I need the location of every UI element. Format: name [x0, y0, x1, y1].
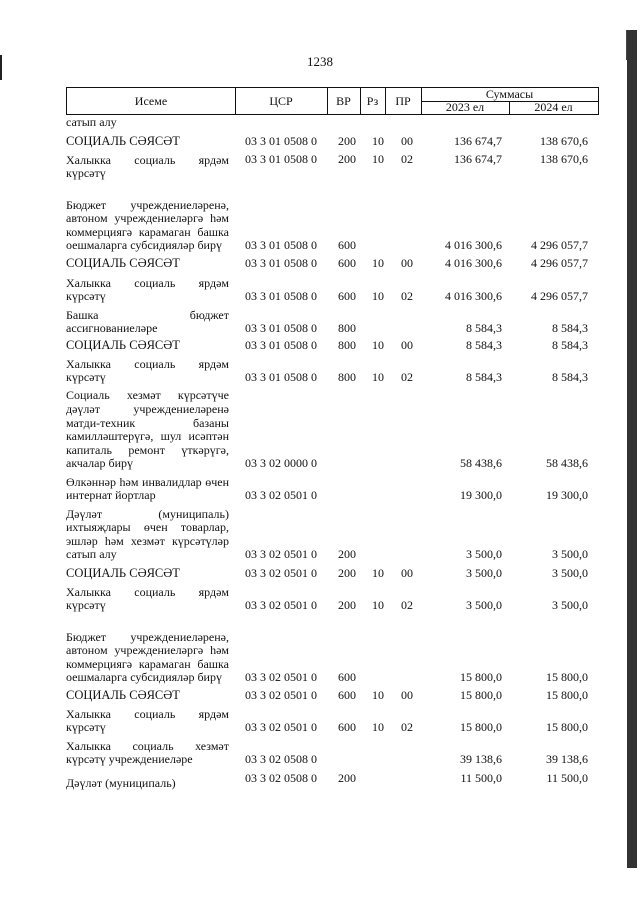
- row-name: Халыкка социаль хезмәт күрсәтү учреждениеләре: [66, 738, 229, 767]
- table-row: [0, 475, 640, 503]
- row-2023-sum: 8 584,3: [466, 338, 502, 353]
- row-name: Халыкка социаль ярдәм күрсәтү: [66, 356, 229, 385]
- row-pr: 02: [401, 289, 413, 304]
- row-rz: 10: [372, 566, 384, 581]
- row-name: Дәүләт (муниципаль): [66, 776, 176, 790]
- row-2023-sum: 3 500,0: [466, 598, 502, 613]
- row-pr: 02: [401, 152, 413, 167]
- row-2023-sum: 39 138,6: [460, 752, 502, 767]
- row-2024-sum: 15 800,0: [546, 688, 588, 703]
- row-vr: 600: [338, 670, 356, 685]
- row-2024-sum: 19 300,0: [546, 488, 588, 503]
- row-name: Дәүләт (муниципаль) ихтыяҗлары өчен товарлар, эшләр һәм хезмәт күрсәтүләр сатып алу: [66, 506, 229, 562]
- header-sums-label: Суммасы: [421, 88, 598, 102]
- row-rz: 10: [372, 256, 384, 271]
- row-2023-sum: 4 016 300,6: [445, 289, 502, 304]
- row-2024-sum: 58 438,6: [546, 456, 588, 471]
- row-vr: 600: [338, 256, 356, 271]
- table-row: [0, 617, 640, 685]
- row-pr: 00: [401, 134, 413, 149]
- row-name: Социаль хезмәт күрсәтүче дәүләт учреждениеләренә матди-техник базаны камилләштерүгә, шул исәптән капиталь ремонт үткәрүгә, акчалар бирү: [66, 388, 229, 471]
- row-csr: 03 3 01 0508 0: [245, 289, 317, 304]
- row-csr: 03 3 01 0508 0: [245, 256, 317, 271]
- row-name: Халыкка социаль ярдәм күрсәтү: [66, 275, 229, 304]
- row-2023-sum: 15 800,0: [460, 720, 502, 735]
- row-rz: 10: [372, 720, 384, 735]
- row-2024-sum: 11 500,0: [546, 771, 588, 786]
- row-2024-sum: 3 500,0: [552, 547, 588, 562]
- row-2024-sum: 8 584,3: [552, 370, 588, 385]
- header-pr-label: ПР: [395, 94, 411, 108]
- row-vr: 600: [338, 289, 356, 304]
- row-csr: 03 3 02 0501 0: [245, 488, 317, 503]
- table-row: [0, 308, 640, 336]
- header-year2-label: 2024 ел: [534, 100, 573, 114]
- row-rz: 10: [372, 370, 384, 385]
- row-rz: 10: [372, 338, 384, 353]
- header-year1-label: 2023 ел: [421, 101, 510, 114]
- table-row: [0, 739, 640, 767]
- row-2023-sum: 136 674,7: [454, 152, 502, 167]
- row-pr: 02: [401, 370, 413, 385]
- row-csr: 03 3 02 0501 0: [245, 547, 317, 562]
- row-vr: 800: [338, 338, 356, 353]
- row-vr: 200: [338, 598, 356, 613]
- row-vr: 600: [338, 238, 356, 253]
- row-pr: 00: [401, 256, 413, 271]
- row-vr: 600: [338, 720, 356, 735]
- row-vr: 800: [338, 321, 356, 336]
- row-2024-sum: 138 670,6: [540, 152, 588, 167]
- row-2023-sum: 136 674,7: [454, 134, 502, 149]
- row-name: СОЦИАЛЬ СӘЯСӘТ: [66, 566, 180, 581]
- row-2024-sum: 8 584,3: [552, 338, 588, 353]
- table-row: [0, 507, 640, 562]
- row-pr: 02: [401, 598, 413, 613]
- row-2024-sum: 15 800,0: [546, 670, 588, 685]
- row-2024-sum: 4 296 057,7: [531, 289, 588, 304]
- row-vr: 600: [338, 688, 356, 703]
- row-csr: 03 3 02 0501 0: [245, 670, 317, 685]
- row-2024-sum: 39 138,6: [546, 752, 588, 767]
- header-name-label: Исеме: [134, 94, 168, 108]
- row-2023-sum: 3 500,0: [466, 547, 502, 562]
- table-row: [0, 185, 640, 253]
- table-row: [0, 276, 640, 304]
- row-2024-sum: 4 296 057,7: [531, 256, 588, 271]
- row-2024-sum: 3 500,0: [552, 598, 588, 613]
- row-csr: 03 3 02 0501 0: [245, 720, 317, 735]
- row-2023-sum: 11 500,0: [460, 771, 502, 786]
- row-2024-sum: 15 800,0: [546, 720, 588, 735]
- table-row: [0, 585, 640, 613]
- row-name: Башка бюджет ассигнованиеләре: [66, 307, 229, 336]
- row-2023-sum: 58 438,6: [460, 456, 502, 471]
- row-2024-sum: 4 296 057,7: [531, 238, 588, 253]
- row-csr: 03 3 01 0508 0: [245, 370, 317, 385]
- page-number: 1238: [307, 54, 333, 69]
- table-row: [0, 771, 640, 790]
- row-vr: 200: [338, 152, 356, 167]
- row-name: Халыкка социаль ярдәм күрсәтү: [66, 152, 229, 181]
- table-row: [0, 135, 640, 149]
- row-rz: 10: [372, 289, 384, 304]
- header-vr-label: ВР: [336, 94, 351, 108]
- row-2023-sum: 4 016 300,6: [445, 238, 502, 253]
- table-row: [0, 689, 640, 703]
- row-name: СОЦИАЛЬ СӘЯСӘТ: [66, 338, 180, 353]
- row-name: Өлкәннәр һәм инвалидлар өчен интернат йортлар: [66, 474, 229, 503]
- table-row: [0, 389, 640, 471]
- row-2024-sum: 3 500,0: [552, 566, 588, 581]
- row-2023-sum: 3 500,0: [466, 566, 502, 581]
- row-2023-sum: 8 584,3: [466, 370, 502, 385]
- table-row: [0, 357, 640, 385]
- row-name: СОЦИАЛЬ СӘЯСӘТ: [66, 688, 180, 703]
- row-2024-sum: 8 584,3: [552, 321, 588, 336]
- row-csr: 03 3 02 0000 0: [245, 456, 317, 471]
- row-name: Халыкка социаль ярдәм күрсәтү: [66, 584, 229, 613]
- row-pr: 00: [401, 338, 413, 353]
- row-vr: 800: [338, 370, 356, 385]
- row-name: Бюджет учреждениеләренә, автоном учреждениеләргә һәм коммерциягә карамаган башка оешмаларга субсидияләр бирү: [66, 629, 229, 685]
- row-name: СОЦИАЛЬ СӘЯСӘТ: [66, 256, 180, 271]
- row-vr: 200: [338, 566, 356, 581]
- row-csr: 03 3 01 0508 0: [245, 321, 317, 336]
- row-pr: 00: [401, 688, 413, 703]
- header-csr-label: ЦСР: [269, 94, 293, 108]
- row-2023-sum: 8 584,3: [466, 321, 502, 336]
- table-row: [0, 116, 640, 130]
- row-csr: 03 3 01 0508 0: [245, 338, 317, 353]
- table-row: [0, 339, 640, 353]
- table-row: [0, 257, 640, 271]
- row-name: Халыкка социаль ярдәм күрсәтү: [66, 706, 229, 735]
- row-2023-sum: 19 300,0: [460, 488, 502, 503]
- row-name: сатып алу: [66, 115, 117, 130]
- row-pr: 02: [401, 720, 413, 735]
- row-2023-sum: 4 016 300,6: [445, 256, 502, 271]
- row-csr: 03 3 01 0508 0: [245, 152, 317, 167]
- row-rz: 10: [372, 688, 384, 703]
- row-csr: 03 3 02 0501 0: [245, 566, 317, 581]
- row-rz: 10: [372, 598, 384, 613]
- row-vr: 200: [338, 134, 356, 149]
- table-row: [0, 567, 640, 581]
- table-row: [0, 707, 640, 735]
- row-rz: 10: [372, 134, 384, 149]
- table-row: [0, 153, 640, 181]
- row-csr: 03 3 02 0501 0: [245, 598, 317, 613]
- row-name: СОЦИАЛЬ СӘЯСӘТ: [66, 134, 180, 149]
- row-2023-sum: 15 800,0: [460, 670, 502, 685]
- row-2024-sum: 138 670,6: [540, 134, 588, 149]
- row-vr: 200: [338, 771, 356, 786]
- row-pr: 00: [401, 566, 413, 581]
- header-rz-label: Рз: [366, 94, 379, 108]
- row-2023-sum: 15 800,0: [460, 688, 502, 703]
- row-csr: 03 3 01 0508 0: [245, 134, 317, 149]
- row-csr: 03 3 01 0508 0: [245, 238, 317, 253]
- row-csr: 03 3 02 0501 0: [245, 688, 317, 703]
- row-name: Бюджет учреждениеләренә, автоном учреждениеләргә һәм коммерциягә карамаган башка оешмаларга субсидияләр бирү: [66, 197, 229, 253]
- row-rz: 10: [372, 152, 384, 167]
- row-csr: 03 3 02 0508 0: [245, 771, 317, 786]
- row-vr: 200: [338, 547, 356, 562]
- row-csr: 03 3 02 0508 0: [245, 752, 317, 767]
